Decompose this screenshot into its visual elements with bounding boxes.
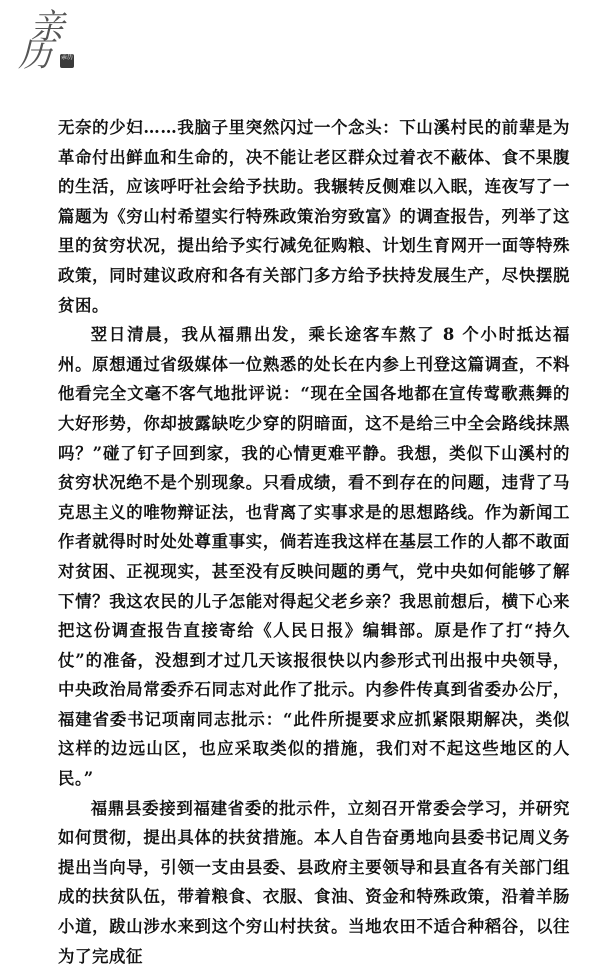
logo-seal-text: 亲历: [60, 54, 73, 61]
logo-seal-stamp: [60, 54, 74, 68]
body-text: [58, 113, 570, 971]
paragraph-2: 翌日清晨，我从福鼎出发，乘长途客车熬了 8 个小时抵达福州。原想通过省级媒体一位熟悉的处长在内参上刊登这篇调查，不料他看完全文毫不客气地批评说：“现在全国各地都在宣传莺歌燕舞的大好形势，你却披露缺吃少穿的阴暗面，这不是给三中全会路线抹黑吗？”碰了钉子回到家，我的心情更难平静。我想，类似下山溪村的贫穷状况绝不是个别现象。只看成绩，看不到存在的问题，违背了马克思主义的唯物辩证法，也背离了实事求是的思想路线。作为新闻工作者就得时时处处尊重事实，倘若连我这样在基层工作的人都不敢面对贫困、正视现实，甚至没有反映问题的勇气，党中央如何能够了解下情？我这农民的儿子怎能对得起父老乡亲？我思前想后，横下心来把这份调查报告直接寄给《人民日报》编辑部。原是作了打“持久仗”的准备，没想到才过几天该报很快以内参形式刊出报中央领导，中央政治局常委乔石同志对此作了批示。内参件传真到省委办公厅，福建省委书记项南同志批示：“此件所提要求应抓紧限期解决，类似这样的边远山区，也应采取类似的措施，我们对不起这些地区的人民。”: [58, 325, 570, 789]
chapter-logo: [18, 6, 78, 76]
logo-character-li: 历: [18, 35, 52, 75]
paragraph-3: 福鼎县委接到福建省委的批示件，立刻召开常委会学习，并研究如何贯彻，提出具体的扶贫措施。本人自告奋勇地向县委书记周义务提出当向导，引领一支由县委、县政府主要领导和县直各有关部门组成的扶贫队伍，带着粮食、衣服、食油、资金和特殊政策，沿着羊肠小道，跋山涉水来到这个穷山村扶贫。当地农田不适合种稻谷，以往为了完成征: [58, 798, 570, 966]
logo-character-qin: 亲: [30, 7, 64, 47]
paragraph-1: 无奈的少妇……我脑子里突然闪过一个念头：下山溪村民的前辈是为革命付出鲜血和生命的，决不能让老区群众过着衣不蔽体、食不果腹的生活，应该呼吁社会给予扶助。我辗转反侧难以入眠，连夜写了一篇题为《穷山村希望实行特殊政策治穷致富》的调查报告，列举了这里的贫穷状况，提出给予实行减免征购粮、计划生育网开一面等特殊政策，同时建议政府和各有关部门多方给予扶持发展生产，尽快摆脱贫困。: [58, 118, 570, 315]
